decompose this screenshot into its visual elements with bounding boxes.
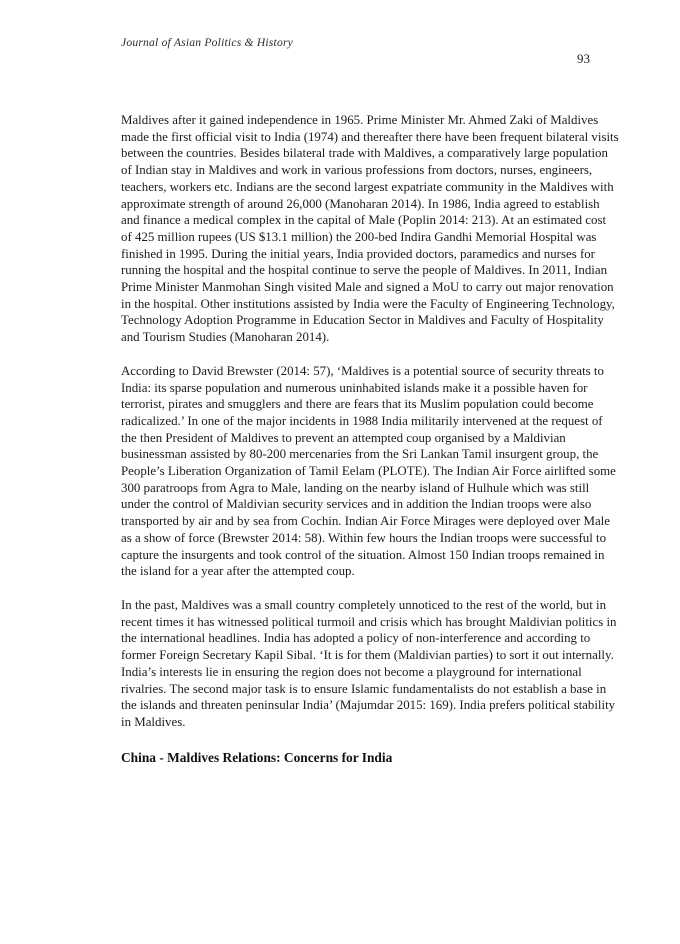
body-paragraph-1: Maldives after it gained independence in 1965. Prime Minister Mr. Ahmed Zaki of Maldives made the first official visit to India (1974) and thereafter there have been frequent bilateral visits between the countries. Besides bilateral trade with Maldives, a comparatively large population of Indian stay in Maldives and work in various professions from doctors, nurses, engineers, teachers, workers etc. Indians are the second largest expatriate community in the Maldives with approximate strength of around 26,000 (Manoharan 2014). In 1986, India agreed to establish and finance a medical complex in the capital of Male (Poplin 2014: 213). At an estimated cost of 425 million rupees (US $13.1 million) the 200-bed Indira Gandhi Memorial Hospital was finished in 1995. During the initial years, India provided doctors, paramedics and nurses for running the hospital and the hospital continue to serve the people of Maldives. In 2011, Indian Prime Minister Manmohan Singh visited Male and signed a MoU to carry out major renovation in the hospital. Other institutions assisted by India were the Faculty of Engineering Technology, Technology Adoption Programme in Education Sector in Maldives and Faculty of Hospitality and Tourism Studies (Manoharan 2014). [121,113,619,345]
body-paragraph-3: In the past, Maldives was a small country completely unnoticed to the rest of the world, but in recent times it has witnessed political turmoil and crisis which has brought Maldivian politics in the international headlines. India has adopted a policy of non-interference and according to former Foreign Secretary Kapil Sibal. ‘It is for them (Maldivian parties) to sort it out internally. India’s interests lie in ensuring the region does not become a playground for international rivalries. The second major task is to ensure Islamic fundamentalists do not establish a base in the islands and threaten peninsular India’ (Majumdar 2015: 169). India prefers political stability in Maldives. [121,597,617,729]
body-paragraph-2: According to David Brewster (2014: 57), ‘Maldives is a potential source of security threats to India: its sparse population and numerous uninhabited islands make it a possible haven for terrorist, pirates and smugglers and there are fears that its Muslim population could become radicalized.’ In one of the major incidents in 1988 India militarily intervened at the request of the then President of Maldives to prevent an attempted coup organised by a Maldivian businessman assisted by 80-200 mercenaries from the Sri Lankan Tamil insurgent group, the People’s Liberation Organization of Tamil Eelam (PLOTE). The Indian Air Force airlifted some 300 paratroops from Agra to Male, landing on the nearby island of Hulhule which was still under the control of Maldivian security services and in addition the Indian troops were also transported by air and by sea from Cochin. Indian Air Force Mirages were deployed over Male as a show of force (Brewster 2014: 58). Within few hours the Indian troops were successful to capture the insurgents and took control of the situation. Almost 150 Indian troops remained in the island for a year after the attempted coup. [121,363,616,579]
page-number: 93 [577,51,590,66]
running-head: Journal of Asian Politics & History [121,36,293,49]
page-body [121,112,619,766]
section-heading: China - Maldives Relations: Concerns for India [121,749,393,765]
